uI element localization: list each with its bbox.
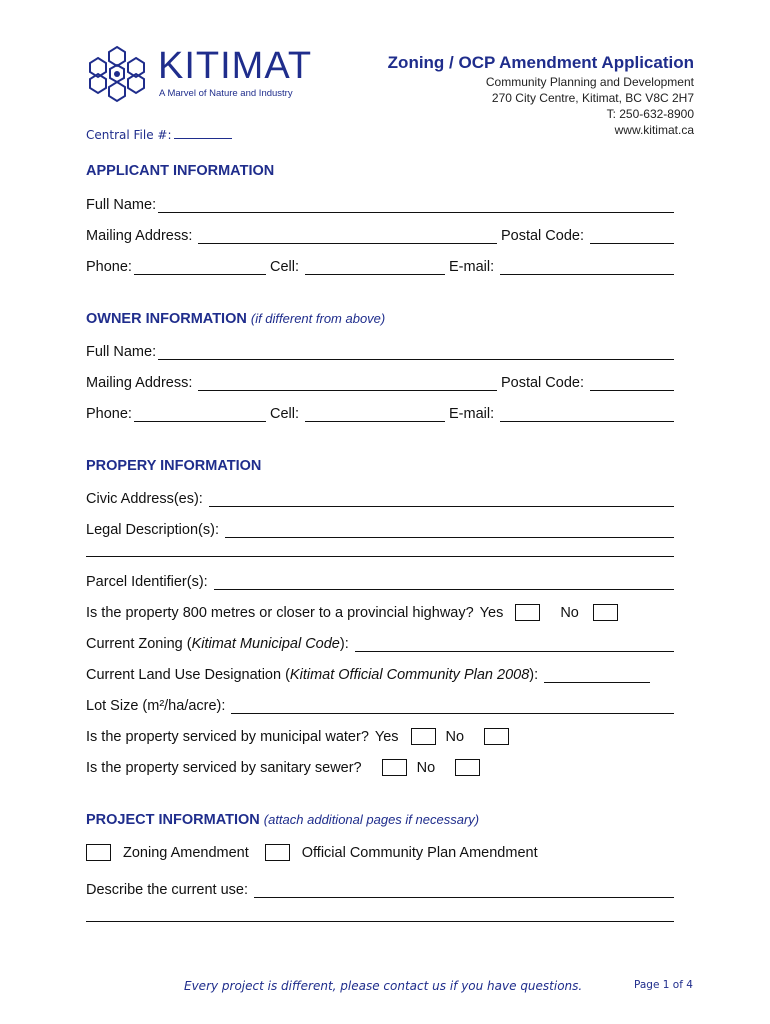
owner-mailing-row — [86, 371, 674, 391]
highway-no-label: No — [560, 605, 579, 621]
property-section-heading: PROPERY INFORMATION — [86, 458, 262, 474]
parcel-identifier-row — [86, 570, 674, 590]
civic-address-field[interactable] — [209, 491, 674, 507]
brand-tagline: A Marvel of Nature and Industry — [159, 88, 293, 99]
land-use-row — [86, 663, 674, 683]
amendment-type-row — [86, 841, 674, 861]
ocp-amendment-checkbox[interactable] — [265, 844, 290, 861]
current-use-row — [86, 878, 674, 898]
applicant-postal-field[interactable] — [590, 228, 674, 244]
owner-phone-label: Phone: — [86, 406, 132, 422]
owner-phone-row — [86, 402, 674, 422]
owner-full-name-label: Full Name: — [86, 344, 157, 360]
applicant-phone-row — [86, 255, 674, 275]
water-yes-checkbox[interactable] — [411, 728, 436, 745]
owner-heading-text: OWNER INFORMATION — [86, 311, 247, 327]
zoning-amendment-checkbox[interactable] — [86, 844, 111, 861]
owner-full-name-field[interactable] — [158, 344, 674, 360]
water-question-label: Is the property serviced by municipal water? — [86, 729, 369, 745]
central-file-field[interactable] — [174, 127, 232, 139]
ocp-amendment-label: Official Community Plan Amendment — [301, 845, 538, 861]
water-no-checkbox[interactable] — [484, 728, 509, 745]
brand-name: KITIMAT — [158, 45, 313, 87]
owner-email-label: E-mail: — [448, 406, 495, 422]
lot-size-label: Lot Size (m²/ha/acre): — [86, 698, 226, 714]
water-question-row — [86, 725, 674, 745]
sewer-question-label: Is the property serviced by sanitary sewer? — [86, 760, 362, 776]
applicant-email-label: E-mail: — [448, 259, 495, 275]
central-file-label: Central File #: — [86, 128, 172, 142]
project-heading-note: (attach additional pages if necessary) — [263, 812, 480, 827]
owner-cell-field[interactable] — [305, 406, 445, 422]
sewer-no-checkbox[interactable] — [455, 759, 480, 776]
page-title: Zoning / OCP Amendment Application — [387, 53, 694, 72]
owner-cell-label: Cell: — [269, 406, 299, 422]
owner-mailing-label: Mailing Address: — [86, 375, 193, 391]
contact-address: 270 City Centre, Kitimat, BC V8C 2H7 — [491, 91, 694, 105]
owner-postal-field[interactable] — [590, 375, 674, 391]
parcel-identifier-label: Parcel Identifier(s): — [86, 574, 208, 590]
current-zoning-label: Current Zoning (Kitimat Municipal Code): — [86, 636, 349, 652]
sewer-yes-checkbox[interactable] — [382, 759, 407, 776]
project-heading-text: PROJECT INFORMATION — [86, 812, 260, 828]
legal-description-row — [86, 518, 674, 538]
lot-size-field[interactable] — [231, 698, 674, 714]
applicant-section-heading: APPLICANT INFORMATION — [86, 163, 275, 179]
highway-question-row — [86, 601, 674, 621]
civic-address-row — [86, 487, 674, 507]
current-use-label: Describe the current use: — [86, 882, 248, 898]
land-use-label: Current Land Use Designation (Kitimat Official Community Plan 2008): — [86, 667, 539, 683]
highway-yes-label: Yes — [479, 605, 504, 621]
owner-email-field[interactable] — [500, 406, 674, 422]
contact-phone: T: 250-632-8900 — [606, 107, 694, 121]
current-use-field-2[interactable] — [86, 905, 674, 922]
current-use-field[interactable] — [254, 882, 674, 898]
sewer-question-row — [86, 756, 674, 776]
civic-address-label: Civic Address(es): — [86, 491, 203, 507]
applicant-email-field[interactable] — [500, 259, 674, 275]
legal-description-field[interactable] — [225, 522, 674, 538]
applicant-phone-label: Phone: — [86, 259, 132, 275]
applicant-full-name-row — [86, 193, 674, 213]
current-zoning-row — [86, 632, 674, 652]
sewer-no-label: No — [416, 760, 436, 776]
legal-description-label: Legal Description(s): — [86, 522, 219, 538]
water-no-label: No — [445, 729, 465, 745]
lot-size-row — [86, 694, 674, 714]
applicant-phone-field[interactable] — [134, 259, 266, 275]
highway-yes-checkbox[interactable] — [515, 604, 540, 621]
applicant-full-name-label: Full Name: — [86, 197, 157, 213]
applicant-postal-label: Postal Code: — [500, 228, 584, 244]
owner-phone-field[interactable] — [134, 406, 266, 422]
water-yes-label: Yes — [374, 729, 399, 745]
central-file-number — [86, 127, 232, 142]
applicant-cell-field[interactable] — [305, 259, 445, 275]
contact-website[interactable]: www.kitimat.ca — [614, 123, 694, 137]
current-zoning-field[interactable] — [355, 636, 674, 652]
kitimat-snowflake-logo — [86, 44, 148, 104]
legal-description-field-2[interactable] — [86, 540, 674, 557]
applicant-mailing-label: Mailing Address: — [86, 228, 193, 244]
applicant-cell-label: Cell: — [269, 259, 299, 275]
contact-department: Community Planning and Development — [485, 75, 694, 89]
land-use-field[interactable] — [544, 667, 650, 683]
owner-postal-label: Postal Code: — [500, 375, 584, 391]
parcel-identifier-field[interactable] — [214, 574, 674, 590]
highway-question-label: Is the property 800 metres or closer to a provincial highway? — [86, 605, 474, 621]
applicant-mailing-field[interactable] — [198, 228, 497, 244]
zoning-amendment-label: Zoning Amendment — [123, 845, 249, 861]
page-number: Page 1 of 4 — [634, 979, 693, 991]
owner-mailing-field[interactable] — [198, 375, 497, 391]
project-section-heading — [86, 812, 479, 828]
owner-heading-note: (if different from above) — [250, 311, 386, 326]
highway-no-checkbox[interactable] — [593, 604, 618, 621]
owner-section-heading — [86, 311, 385, 327]
owner-full-name-row — [86, 340, 674, 360]
applicant-mailing-row — [86, 224, 674, 244]
footer-note: Every project is different, please contact us if you have questions. — [184, 979, 583, 993]
applicant-full-name-field[interactable] — [158, 197, 674, 213]
